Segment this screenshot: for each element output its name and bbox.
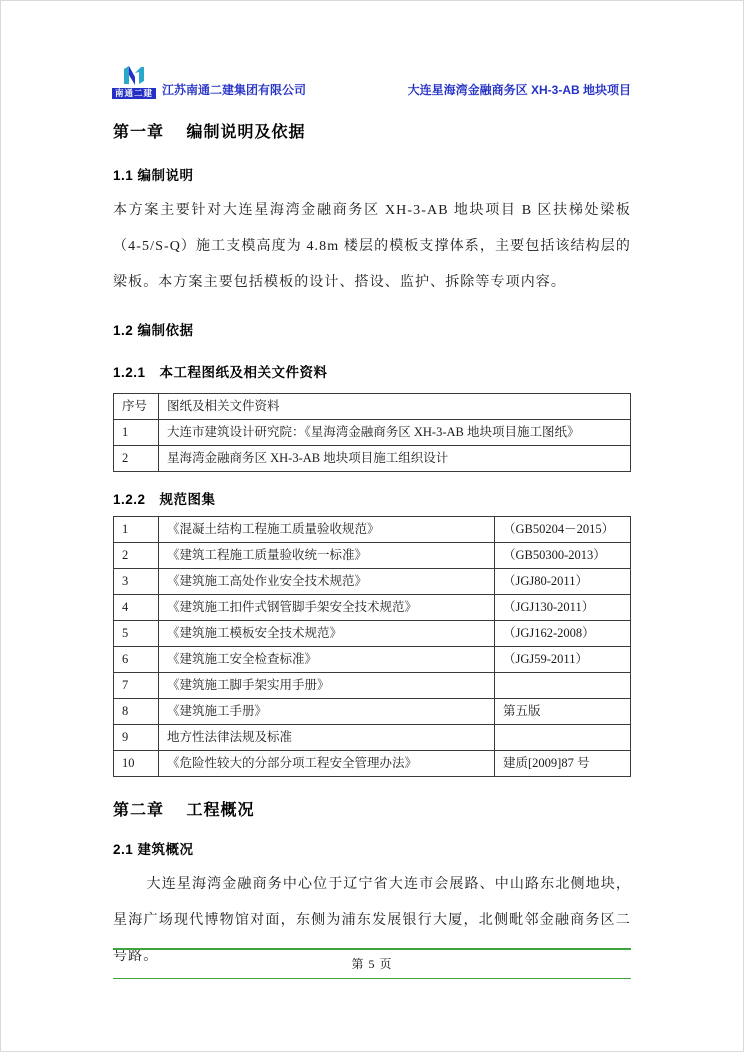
table-cell: 1 [114,420,159,446]
table-cell: 《建筑施工安全检查标准》 [159,647,495,673]
table-cell: 3 [114,569,159,595]
section-2-1-paragraph: 大连星海湾金融商务中心位于辽宁省大连市会展路、中山路东北侧地块，星海广场现代博物馆对面，东侧为浦东发展银行大厦，北侧毗邻金融商务区二号路。 [113,877,631,964]
table-cell: （GB50300-2013） [495,543,631,569]
page-header [113,51,631,99]
table-row [114,751,631,777]
table-row [114,569,631,595]
table-cell: 图纸及相关文件资料 [159,394,631,420]
section-1-2-title: 1.2 编制依据 [113,323,194,338]
table-cell: 星海湾金融商务区 XH-3-AB 地块项目施工组织设计 [159,446,631,472]
logo-icon [121,63,147,87]
header-left [113,63,306,99]
document-body [113,119,631,975]
table-row [114,621,631,647]
section-2-1-title: 2.1 建筑概况 [113,842,194,857]
logo-text: 南通二建 [112,88,156,99]
table-cell: （JGJ80-2011） [495,569,631,595]
table-cell: 8 [114,699,159,725]
table-cell: 《建筑施工脚手架实用手册》 [159,673,495,699]
table-cell: 6 [114,647,159,673]
chapter-2-title: 第二章 工程概况 [113,802,255,819]
table-cell: 第五版 [495,699,631,725]
table-row [114,517,631,543]
table-cell: 《建筑施工手册》 [159,699,495,725]
section-1-2-2-title: 1.2.2 规范图集 [113,492,216,507]
table-row [114,647,631,673]
table-cell: （GB50204－2015） [495,517,631,543]
table-row [114,595,631,621]
table-cell: 序号 [114,394,159,420]
section-1-2-1-title: 1.2.1 本工程图纸及相关文件资料 [113,365,328,380]
table-row [114,543,631,569]
table-cell: 2 [114,543,159,569]
table-cell: 建质[2009]87 号 [495,751,631,777]
documents-table [113,393,631,472]
table-cell: 《建筑工程施工质量验收统一标准》 [159,543,495,569]
company-name: 江苏南通二建集团有限公司 [162,83,307,97]
table-row [114,446,631,472]
table-cell: 2 [114,446,159,472]
table-cell: 地方性法律法规及标准 [159,725,495,751]
table-row [114,420,631,446]
standards-table-body [114,517,631,777]
table-cell: 《建筑施工模板安全技术规范》 [159,621,495,647]
table-cell: 《混凝土结构工程施工质量验收规范》 [159,517,495,543]
page-footer [113,948,631,979]
table-cell: 《建筑施工高处作业安全技术规范》 [159,569,495,595]
table-cell: 1 [114,517,159,543]
company-logo [113,63,155,99]
page-number: 第 5 页 [351,957,393,971]
table-cell: 7 [114,673,159,699]
documents-table-body [114,394,631,472]
table-cell [495,725,631,751]
chapter-1-title: 第一章 编制说明及依据 [113,124,306,141]
table-row [114,673,631,699]
table-cell: 5 [114,621,159,647]
section-1-1-title: 1.1 编制说明 [113,168,194,183]
table-cell: 4 [114,595,159,621]
project-name: 大连星海湾金融商务区 XH-3-AB 地块项目 [407,83,631,97]
table-cell: 9 [114,725,159,751]
table-cell: 10 [114,751,159,777]
standards-table [113,516,631,777]
section-1-1-paragraph: 本方案主要针对大连星海湾金融商务区 XH-3-AB 地块项目 B 区扶梯处梁板（4-5/S-Q）施工支模高度为 4.8m 楼层的模板支撑体系，主要包括该结构层的梁板。本方案主要包括模板的设计、搭设、监护、拆除等专项内容。 [113,203,631,290]
table-row [114,699,631,725]
table-cell: 《危险性较大的分部分项工程安全管理办法》 [159,751,495,777]
table-cell: （JGJ130-2011） [495,595,631,621]
table-cell: 《建筑施工扣件式钢管脚手架安全技术规范》 [159,595,495,621]
table-cell [495,673,631,699]
table-cell: （JGJ59-2011） [495,647,631,673]
table-cell: 大连市建筑设计研究院：《星海湾金融商务区 XH-3-AB 地块项目施工图纸》 [159,420,631,446]
table-cell: （JGJ162-2008） [495,621,631,647]
footer-rule-bottom [113,978,631,979]
table-row [114,725,631,751]
table-row [114,394,631,420]
